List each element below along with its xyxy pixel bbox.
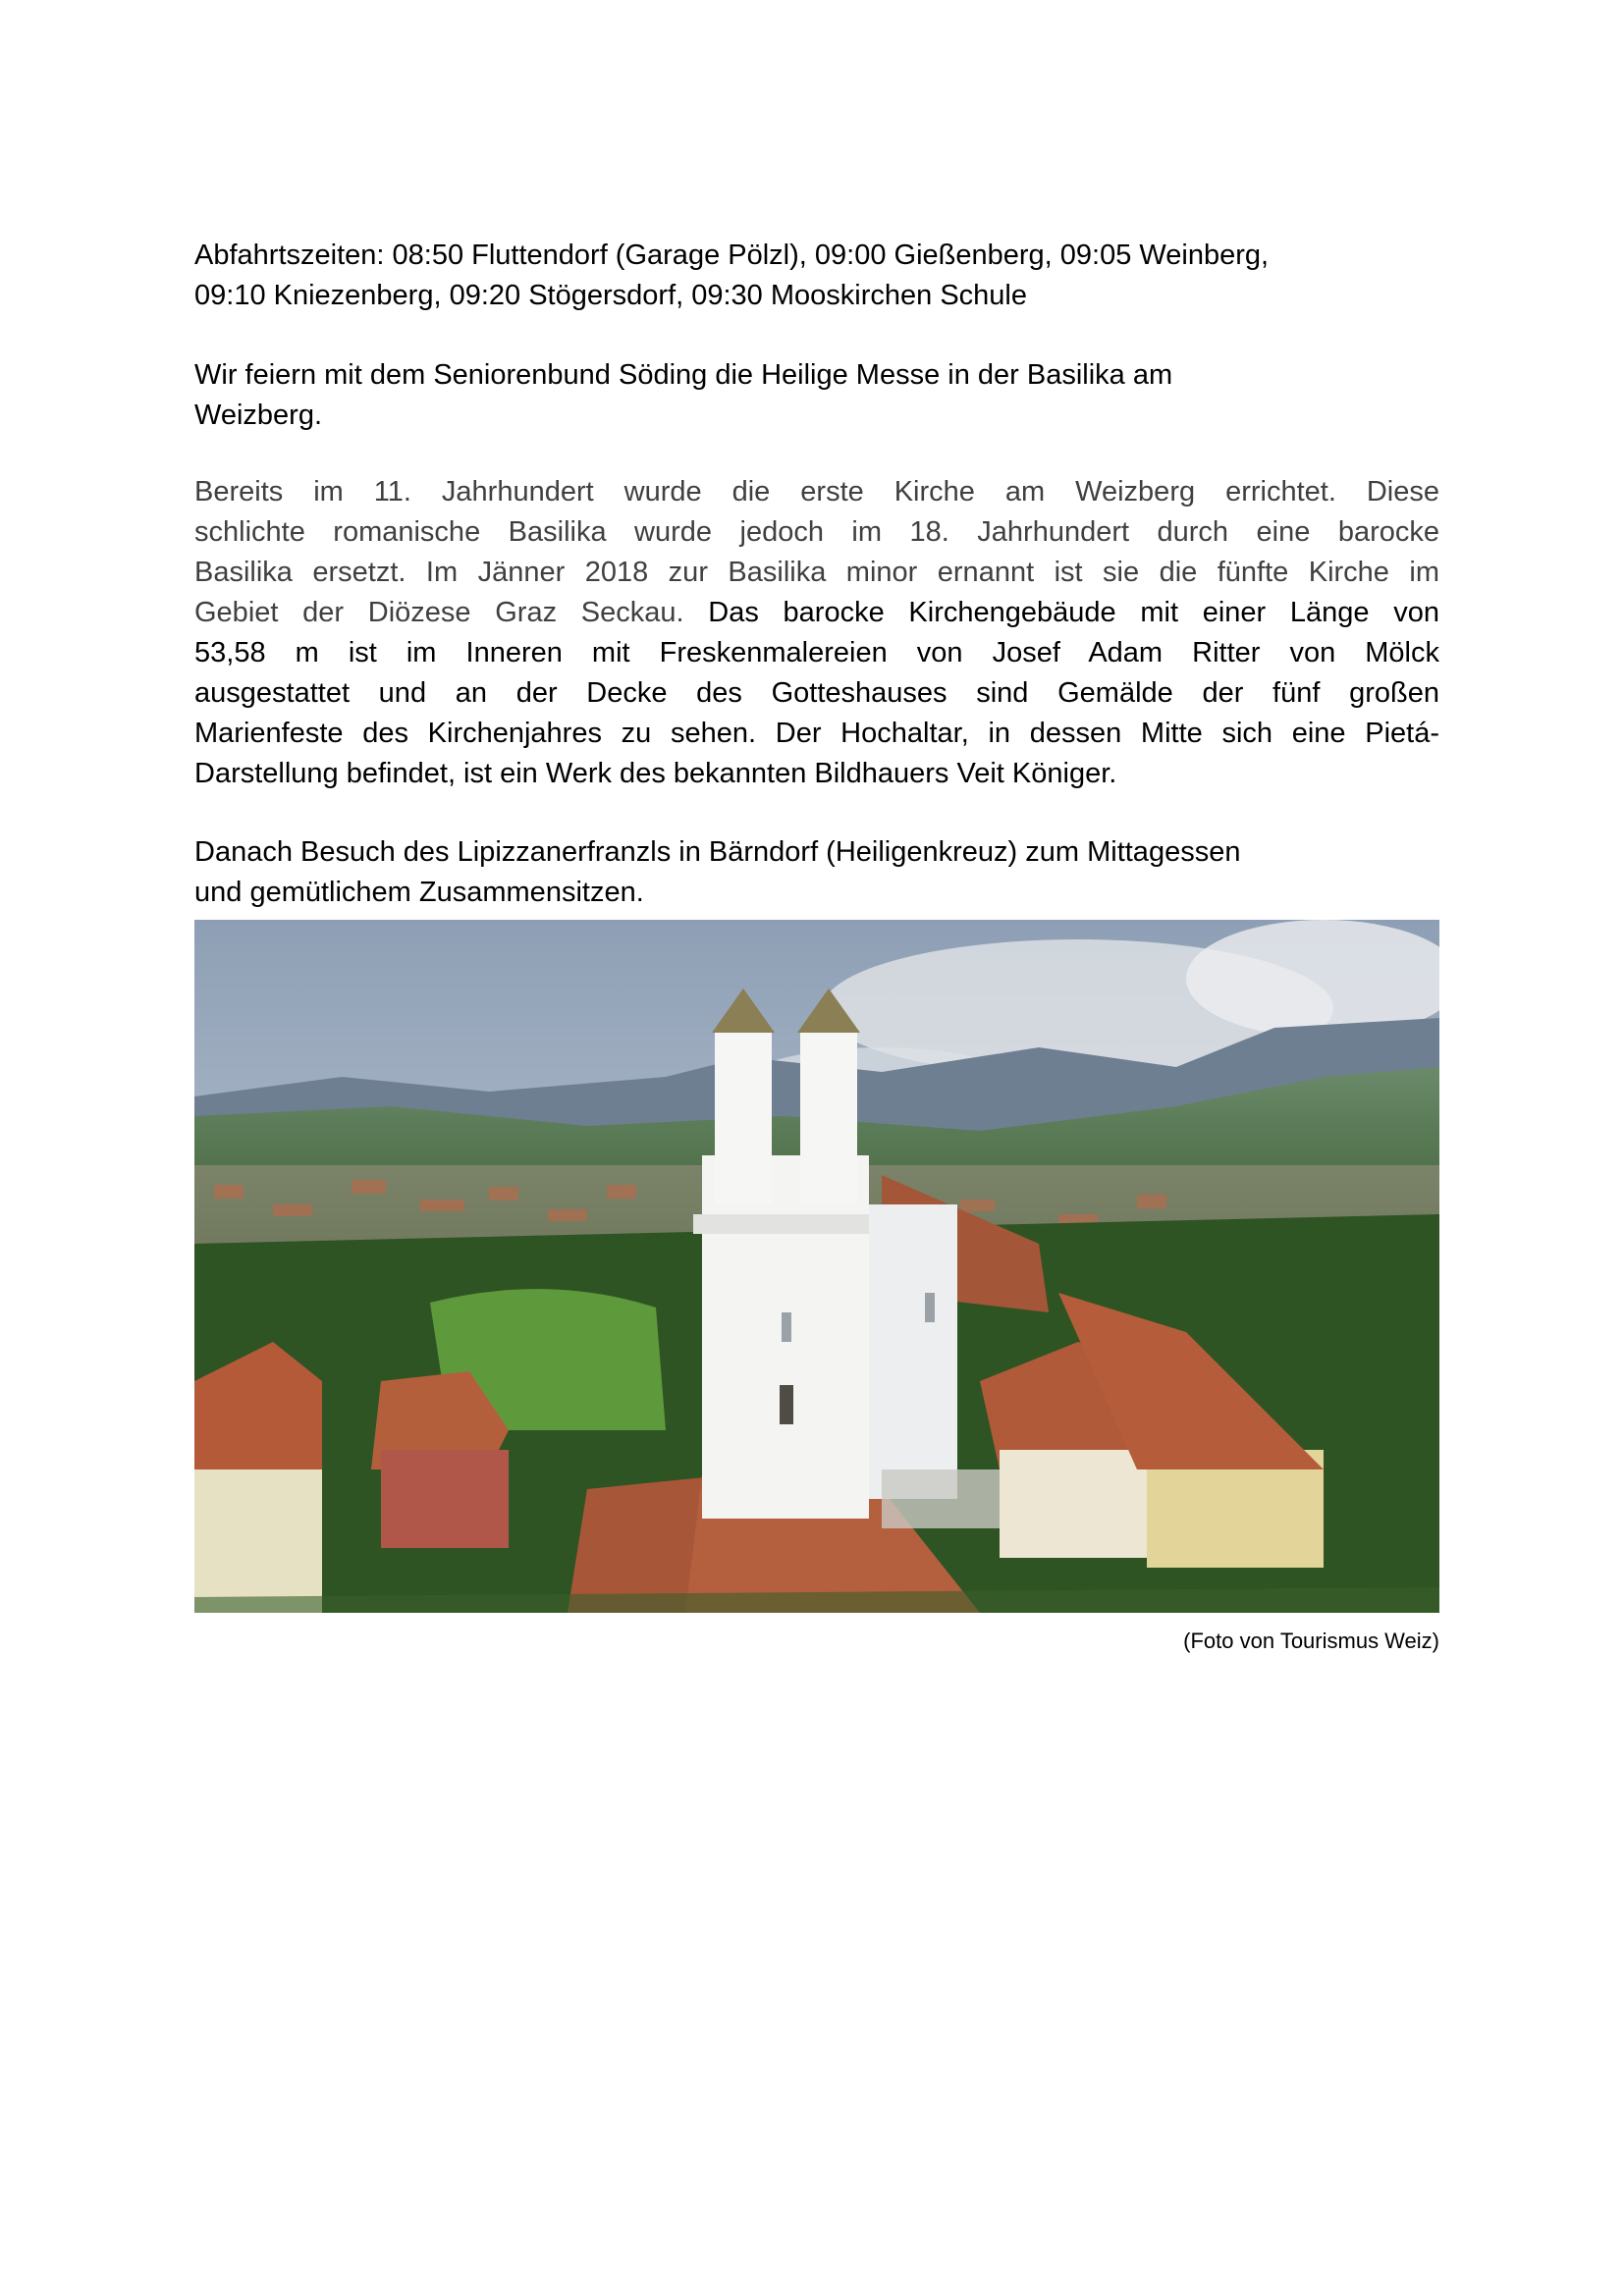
text-line: Bereits im 11. Jahrhundert wurde die erste Kirche am Weizberg errichtet. Diese <box>194 476 1439 507</box>
basilica-photo <box>194 920 1439 1613</box>
text-line: Basilika ersetzt. Im Jänner 2018 zur Basilika minor ernannt ist sie die fünfte Kirche im <box>194 557 1439 588</box>
text-line: 09:10 Kniezenberg, 09:20 Stögersdorf, 09:30 Mooskirchen Schule <box>194 280 1027 311</box>
text-line: Wir feiern mit dem Seniorenbund Söding die Heilige Messe in der Basilika am <box>194 359 1173 391</box>
history-paragraph <box>194 472 1439 794</box>
text-line-mixed <box>194 593 1439 633</box>
lunch-paragraph <box>194 832 1439 913</box>
text-line: Darstellung befindet, ist ein Werk des bekannten Bildhauers Veit Königer. <box>194 758 1117 789</box>
text-line: Danach Besuch des Lipizzanerfranzls in Bärndorf (Heiligenkreuz) zum Mittagessen <box>194 836 1241 868</box>
text-line: Weizberg. <box>194 400 323 431</box>
text-line: 53,58 m ist im Inneren mit Freskenmalereien von Josef Adam Ritter von Mölck <box>194 637 1439 668</box>
departure-times-paragraph <box>194 236 1439 316</box>
text-line: Abfahrtszeiten: 08:50 Fluttendorf (Garage Pölzl), 09:00 Gießenberg, 09:05 Weinberg, <box>194 240 1270 271</box>
photo-caption: (Foto von Tourismus Weiz) <box>1183 1629 1439 1653</box>
text-line: Marienfeste des Kirchenjahres zu sehen. Der Hochaltar, in dessen Mitte sich eine Pietá- <box>194 718 1439 749</box>
text-line: schlichte romanische Basilika wurde jedoch im 18. Jahrhundert durch eine barocke <box>194 516 1439 548</box>
text-segment-black: Das barocke Kirchengebäude mit einer Länge von <box>708 597 1439 628</box>
mass-paragraph <box>194 355 1439 436</box>
text-segment-gray: Gebiet der Diözese Graz Seckau. <box>194 597 684 628</box>
text-line: und gemütlichem Zusammensitzen. <box>194 877 644 908</box>
text-line: ausgestattet und an der Decke des Gotteshauses sind Gemälde der fünf großen <box>194 677 1439 709</box>
